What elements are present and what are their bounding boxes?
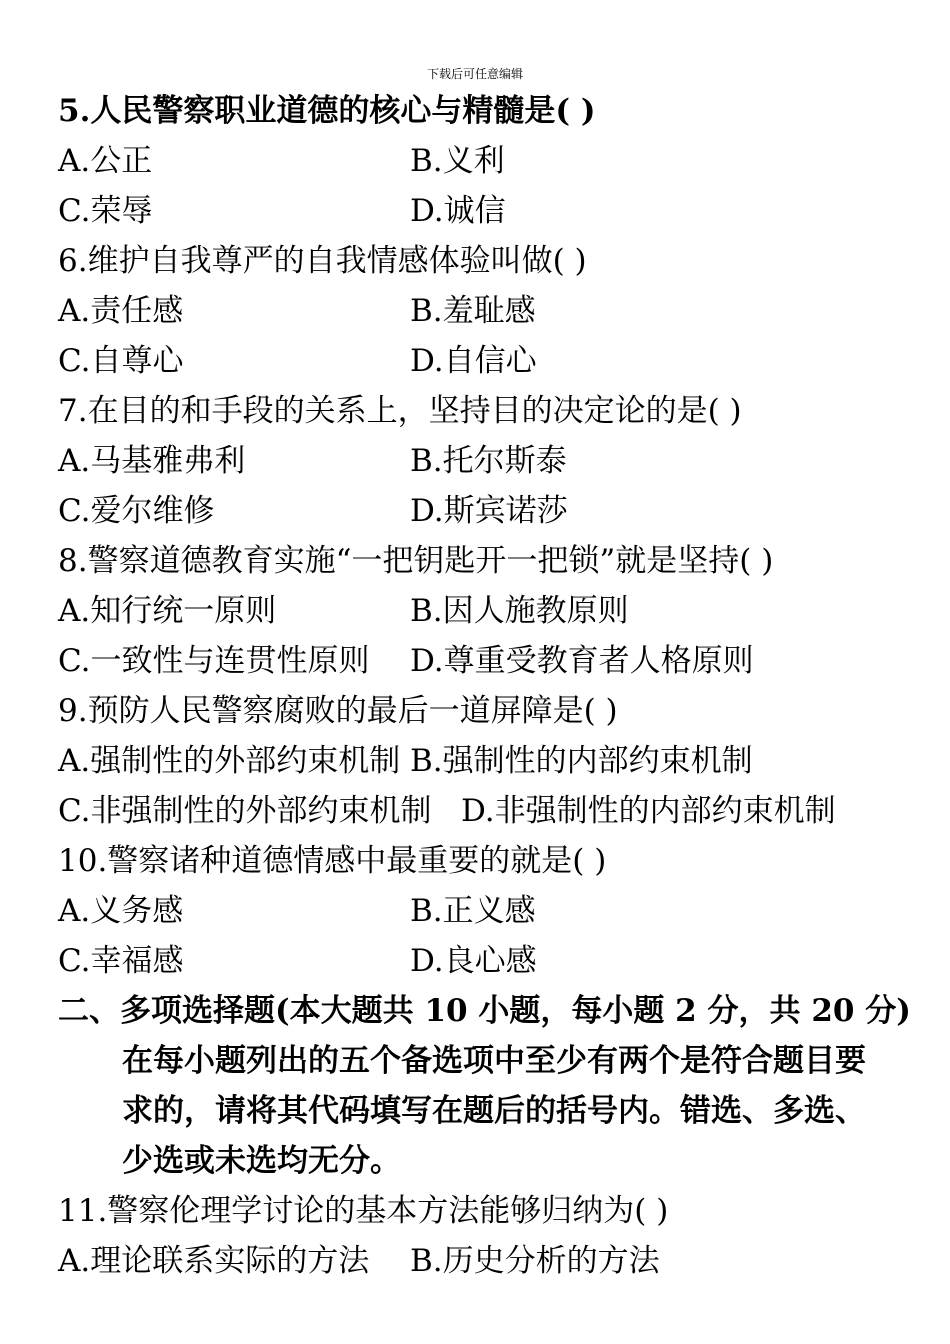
option-row: [58, 886, 918, 936]
option-b: B.托尔斯泰: [410, 443, 567, 479]
option-a: A.义务感: [58, 893, 184, 929]
question-stem: 9.预防人民警察腐败的最后一道屏障是( ): [58, 693, 618, 729]
section-instruction: 求的，请将其代码填写在题后的括号内。错选、多选、: [122, 1093, 866, 1129]
option-a: A.理论联系实际的方法: [58, 1243, 370, 1279]
question-stem: 11.警察伦理学讨论的基本方法能够归纳为( ): [58, 1193, 669, 1229]
question-stem: 10.警察诸种道德情感中最重要的就是( ): [58, 843, 607, 879]
option-a: A.强制性的外部约束机制: [58, 743, 401, 779]
option-row: [58, 636, 918, 686]
question-stem: 7.在目的和手段的关系上，坚持目的决定论的是( ): [58, 393, 742, 429]
option-d: D.诚信: [410, 193, 506, 229]
option-row: [58, 736, 918, 786]
section-instruction: 在每小题列出的五个备选项中至少有两个是符合题目要: [122, 1043, 866, 1079]
option-b: B.强制性的内部约束机制: [410, 743, 753, 779]
option-d: D.非强制性的内部约束机制: [461, 793, 836, 829]
option-c: C.爱尔维修: [58, 493, 215, 529]
option-c: C.幸福感: [58, 943, 184, 979]
question-stem: 6.维护自我尊严的自我情感体验叫做( ): [58, 243, 587, 279]
option-row: [58, 336, 918, 386]
section-instruction: 少选或未选均无分。: [122, 1143, 401, 1179]
option-d: D.尊重受教育者人格原则: [410, 643, 754, 679]
page-header: 下载后可任意编辑: [426, 67, 523, 81]
option-a: A.责任感: [58, 293, 184, 329]
option-d: D.良心感: [410, 943, 537, 979]
option-c: C.一致性与连贯性原则: [58, 643, 370, 679]
option-row: [58, 436, 918, 486]
option-b: B.因人施教原则: [410, 593, 629, 629]
option-row: [58, 286, 918, 336]
option-row: [58, 936, 918, 986]
option-d: D.斯宾诺莎: [410, 493, 568, 529]
section-title: 二、多项选择题(本大题共 10 小题，每小题 2 分，共 20 分): [58, 993, 911, 1029]
option-row: [58, 486, 918, 536]
question-stem: 8.警察道德教育实施“一把钥匙开一把锁”就是坚持( ): [58, 543, 774, 579]
exam-content: [58, 86, 918, 1286]
option-b: B.羞耻感: [410, 293, 536, 329]
option-row: [58, 1236, 918, 1286]
option-c: C.非强制性的外部约束机制: [58, 793, 432, 829]
option-row: [58, 786, 918, 836]
question-stem: 5.人民警察职业道德的核心与精髓是( ): [58, 93, 596, 129]
option-row: [58, 586, 918, 636]
option-row: [58, 136, 918, 186]
option-b: B.正义感: [410, 893, 536, 929]
option-c: C.荣辱: [58, 193, 153, 229]
option-a: A.知行统一原则: [58, 593, 277, 629]
option-row: [58, 186, 918, 236]
option-d: D.自信心: [410, 343, 537, 379]
option-a: A.马基雅弗利: [58, 443, 246, 479]
option-c: C.自尊心: [58, 343, 184, 379]
option-a: A.公正: [58, 143, 153, 179]
option-b: B.义利: [410, 143, 505, 179]
option-b: B.历史分析的方法: [410, 1243, 660, 1279]
